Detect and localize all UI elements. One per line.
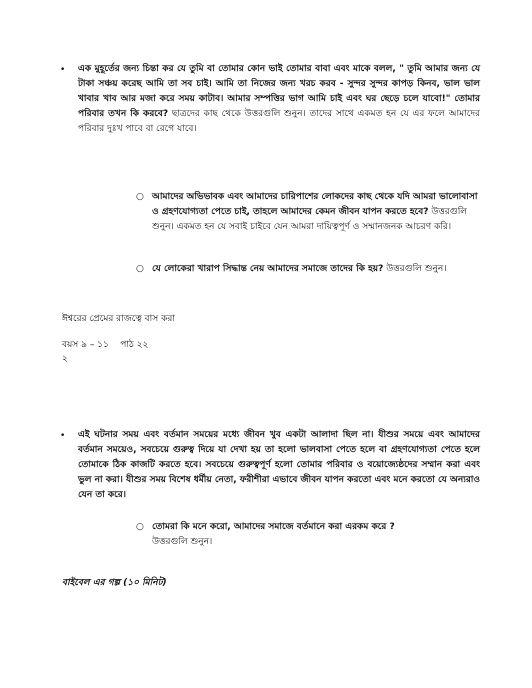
bible-story-heading: বাইবেল এর গল্প (১০ মিনিট) [62, 578, 167, 588]
section-2-sub-1 [60, 520, 480, 550]
sub-question-text: আমাদের অভিভাবক এবং আমাদের চারিপাশের লোকদের কাছ থেকে যদি আমরা ভালোবাসা ও গ্রহণযোগ্যতা পেতে চাই, তাহলে আমাদের কেমন জীবন যাপন করতে হবে? [152, 192, 478, 217]
sub-bullet-icon: ○ [136, 192, 144, 202]
lesson-title: ঈশ্বরের প্রেমের রাজত্বে বাস করা [62, 314, 175, 324]
sub-instruction-text: উত্তরগুলি শুনুন। [383, 264, 447, 274]
sub-item-acceptance [136, 190, 480, 235]
age-lesson-line: বয়স ৯ – ১১ পাঠ ২২ [62, 340, 149, 350]
paragraph-text: এই ঘটনার সময় এবং বর্তমান সময়ের মধ্যে জীবন খুব একটা আলাদা ছিল না। যীশুর সময়ে এবং আমাদের বর্তমান সময়েও, সবচেয়ে গুরুত্ব দিয়ে যা দেখা হয় তা হলো ভালবাসা পেতে হলে বা গ্রহণযোগ্যতা পেতে হলে তোমাকে ঠিক কাজটি করতে হবে। সবচেয়ে গুরুত্বপূর্ণ হলো তোমার পরিবার ও বয়োজ্যেষ্ঠদের সম্মান করা এবং ভুল না করা। যীশুর সময় বিশেষ ধর্মীয় নেতা, ফরীশীরা এভাবে জীবন যাপন করতো এবং মনে করতো যে অন্যরাও যেন তা করে। [78, 430, 480, 500]
bullet-text [78, 62, 480, 137]
sub-text [152, 520, 480, 550]
sub-question-text: যে লোকেরা খারাপ সিদ্ধান্ত নেয় আমাদের সমাজে তাদের কি হয়? [152, 264, 384, 274]
section-1 [60, 62, 480, 137]
section-1-sub-2 [60, 262, 480, 277]
sub-text [152, 262, 480, 277]
sub-question-text: তোমরা কি মনে করো, আমাদের সমাজে বর্তমানে করা এরকম করে ? [152, 522, 395, 532]
sub-item-bad-decisions [136, 262, 480, 277]
question-text: এক মুহূর্তের জন্য চিন্তা কর যে তুমি বা তোমার কোন ভাই তোমার বাবা এবং মাকে বলল, " তুমি আমার জন্য যে টাকা সঞ্চয় করেছ আমি তা সব চাই। আমি তা নিজের জন্য খরচ করব - সুন্দর সুন্দর কাপড় কিনব, ভাল ভাল খাবার খাব আর মজা করে সময় কাটাব। আমার সম্পত্তির ভাগ আমি চাই এবং ঘর ছেড়ে চলে যাবো!" তোমার পরিবার তখন কি করবে? [78, 64, 480, 119]
sub-instruction-text: উত্তরগুলি শুনুন। একমত হন যে সবাই চাইবে যেন আমরা দায়িত্বপূর্ণ ও সম্মানজনক আচরণ করি। [152, 207, 467, 232]
bullet-text [78, 428, 480, 503]
sub-instruction-text: উত্তরগুলি শুনুন। [152, 537, 213, 547]
sub-text [152, 190, 480, 235]
bullet-item-family-reaction [60, 62, 480, 137]
sub-bullet-icon: ○ [136, 522, 144, 532]
bullet-icon: • [60, 431, 66, 441]
sub-bullet-icon: ○ [136, 264, 144, 274]
page-number: ২ [62, 354, 68, 364]
sub-item-society-today [136, 520, 480, 550]
section-1-sub-1 [60, 190, 480, 235]
bullet-item-jesus-time [60, 428, 480, 503]
section-2 [60, 428, 480, 503]
bullet-icon: • [60, 65, 66, 75]
instruction-text: ছাত্রদের কাছ থেকে উত্তরগুলি শুনুন। তাদের সাথে একমত হন যে এর ফলে আমাদের পরিবার দুঃখ পাবে বা রেগে যাবে। [78, 109, 480, 134]
